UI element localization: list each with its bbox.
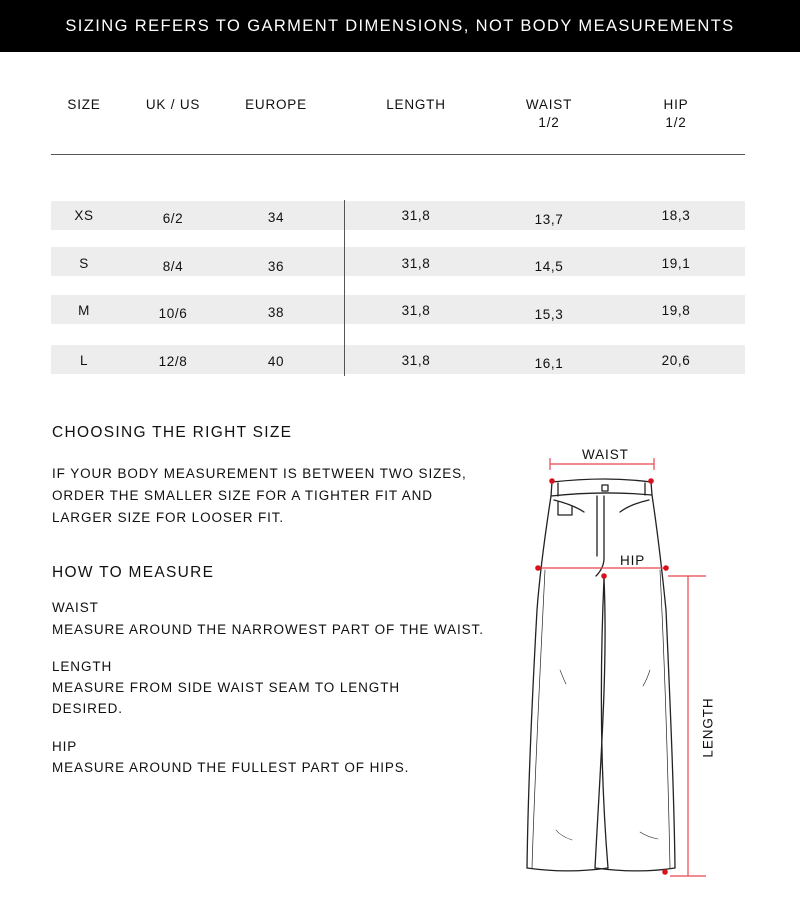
cell-waist: 14,5 <box>534 259 564 274</box>
howto-hip-heading: HIP <box>52 739 78 754</box>
howto-length-text: MEASURE FROM SIDE WAIST SEAM TO LENGTH <box>52 680 400 695</box>
col-header-europe <box>236 96 316 114</box>
cell-size: L <box>79 353 89 368</box>
cell-europe: 40 <box>267 354 285 369</box>
cell-length: 31,8 <box>401 208 431 223</box>
col-header-size <box>52 96 116 114</box>
cell-europe: 34 <box>267 210 285 225</box>
col-header-sublabel: 1/2 <box>665 115 687 130</box>
cell-uk-us: 12/8 <box>158 354 188 369</box>
col-header-label: SIZE <box>67 97 101 112</box>
cell-uk-us: 10/6 <box>158 306 188 321</box>
cell-size: M <box>78 303 90 318</box>
col-header-hip <box>636 96 716 132</box>
howto-title: HOW TO MEASURE <box>52 564 215 581</box>
diagram-hip-label: HIP <box>620 553 646 568</box>
col-header-waist <box>509 96 589 132</box>
cell-hip: 18,3 <box>661 208 691 223</box>
column-divider <box>344 200 345 376</box>
col-header-label: HIP <box>663 97 689 112</box>
cell-europe: 36 <box>267 259 285 274</box>
choosing-line: LARGER SIZE FOR LOOSER FIT. <box>52 510 285 525</box>
diagram-waist-label: WAIST <box>582 447 629 462</box>
banner: SIZING REFERS TO GARMENT DIMENSIONS, NOT BODY MEASUREMENTS <box>0 0 800 52</box>
cell-uk-us: 6/2 <box>162 211 184 226</box>
col-header-uk-us <box>133 96 213 114</box>
cell-uk-us: 8/4 <box>162 259 184 274</box>
choosing-line: ORDER THE SMALLER SIZE FOR A TIGHTER FIT AND <box>52 488 433 503</box>
cell-length: 31,8 <box>401 353 431 368</box>
header-divider <box>51 154 745 155</box>
cell-waist: 13,7 <box>534 212 564 227</box>
howto-hip-text: MEASURE AROUND THE FULLEST PART OF HIPS. <box>52 760 410 775</box>
jeans-diagram <box>500 440 720 890</box>
col-header-sublabel: 1/2 <box>538 115 560 130</box>
howto-waist-text: MEASURE AROUND THE NARROWEST PART OF THE WAIST. <box>52 622 484 637</box>
col-header-label: EUROPE <box>245 97 307 112</box>
col-header-label: LENGTH <box>386 97 446 112</box>
cell-size: S <box>79 256 89 271</box>
cell-size: XS <box>74 208 94 223</box>
col-header-length <box>376 96 456 114</box>
cell-length: 31,8 <box>401 303 431 318</box>
choosing-line: IF YOUR BODY MEASUREMENT IS BETWEEN TWO SIZES, <box>52 466 467 481</box>
cell-hip: 20,6 <box>661 353 691 368</box>
cell-waist: 16,1 <box>534 356 564 371</box>
cell-length: 31,8 <box>401 256 431 271</box>
cell-waist: 15,3 <box>534 307 564 322</box>
diagram-length-label: LENGTH <box>700 697 716 758</box>
howto-length-text: DESIRED. <box>52 701 123 716</box>
cell-europe: 38 <box>267 305 285 320</box>
col-header-label: WAIST <box>525 97 573 112</box>
howto-length-heading: LENGTH <box>52 659 113 674</box>
cell-hip: 19,1 <box>661 256 691 271</box>
choosing-title: CHOOSING THE RIGHT SIZE <box>52 424 293 441</box>
howto-waist-heading: WAIST <box>52 600 99 615</box>
col-header-label: UK / US <box>145 97 201 112</box>
cell-hip: 19,8 <box>661 303 691 318</box>
